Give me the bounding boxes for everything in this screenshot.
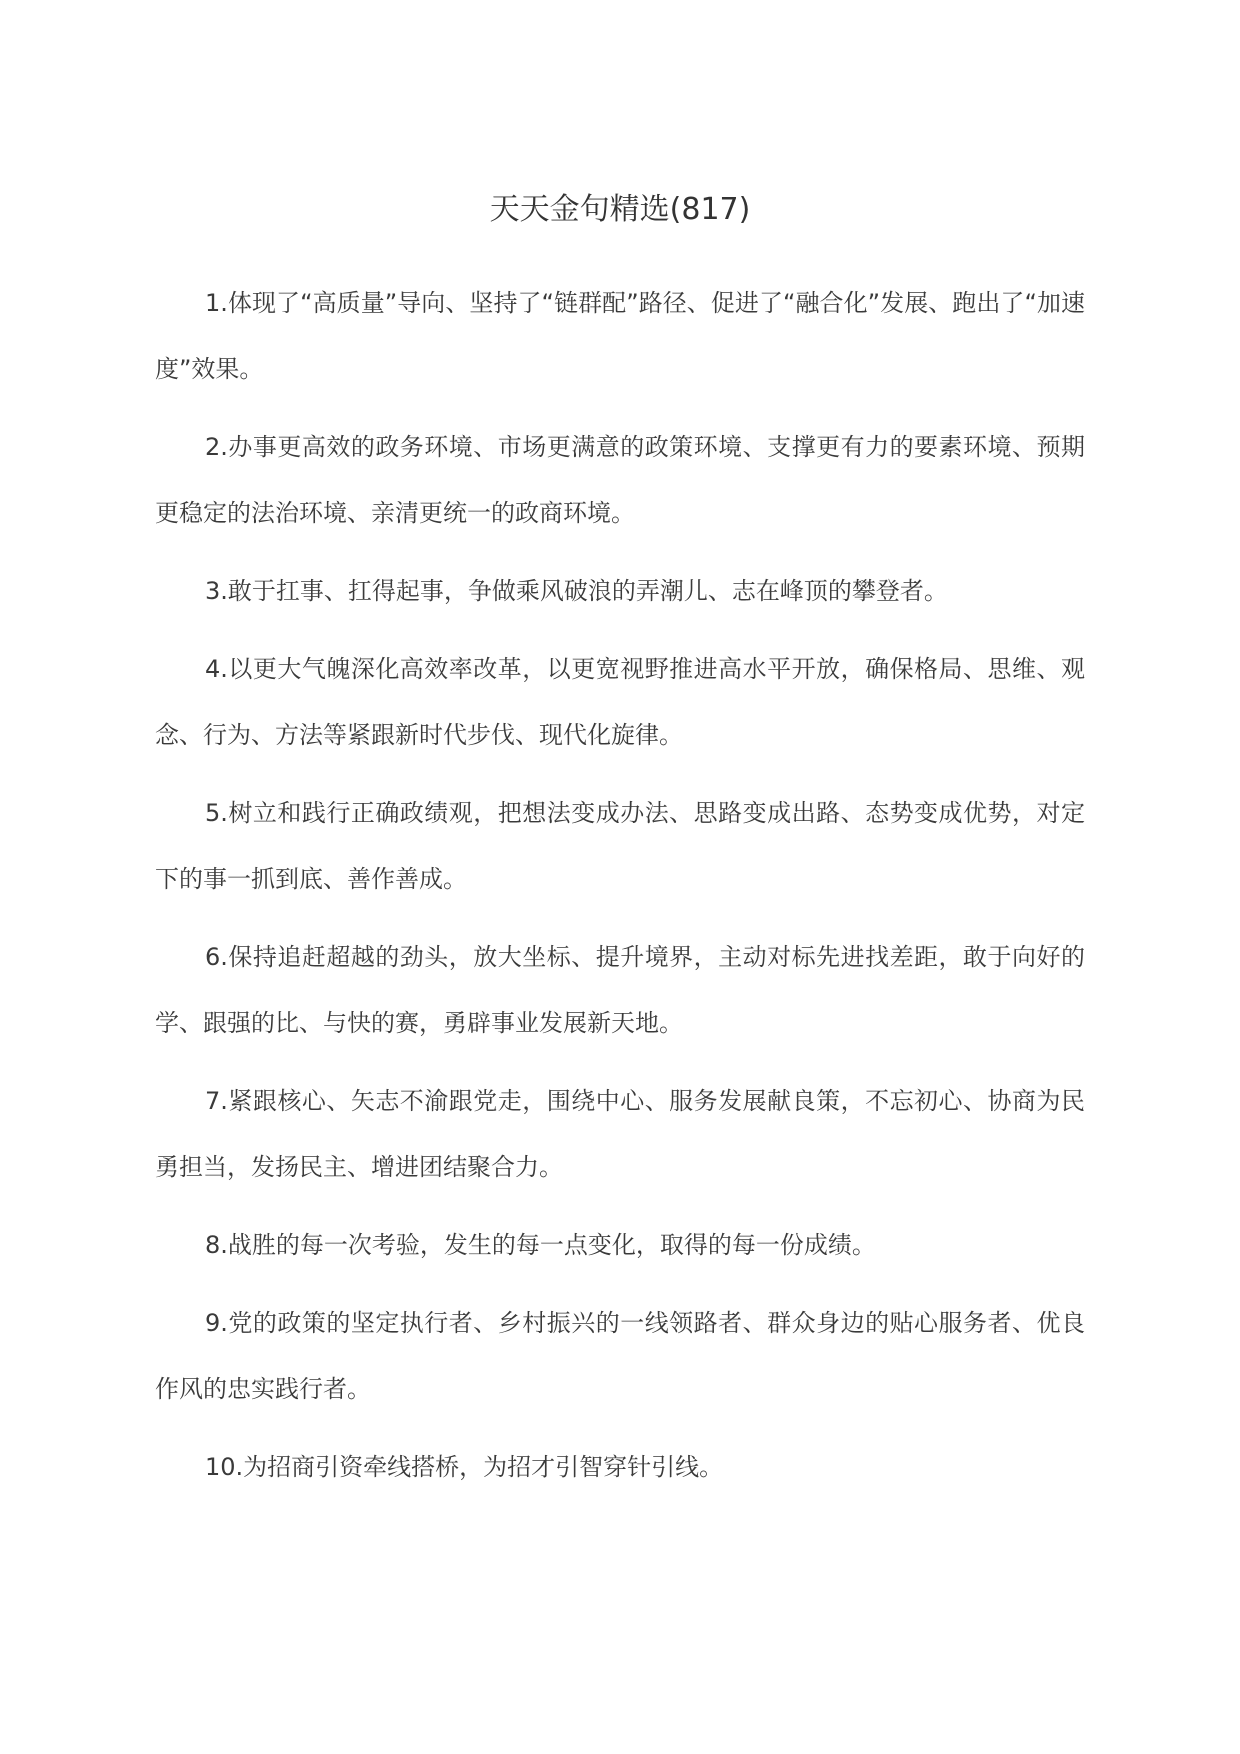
list-item: 8.战胜的每一次考验，发生的每一点变化，取得的每一份成绩。 [205, 1231, 876, 1259]
list-item: 10.为招商引资牵线搭桥，为招才引智穿针引线。 [205, 1453, 724, 1481]
list-item: 6.保持追赶超越的劲头，放大坐标、提升境界，主动对标先进找差距，敢于向好的学、跟强的比、与快的赛，勇辟事业发展新天地。 [155, 943, 1085, 1037]
list-item: 5.树立和践行正确政绩观，把想法变成办法、思路变成出路、态势变成优势，对定下的事一抓到底、善作善成。 [155, 799, 1085, 893]
list-item: 2.办事更高效的政务环境、市场更满意的政策环境、支撑更有力的要素环境、预期更稳定的法治环境、亲清更统一的政商环境。 [155, 433, 1085, 527]
list-item: 4.以更大气魄深化高效率改革，以更宽视野推进高水平开放，确保格局、思维、观念、行为、方法等紧跟新时代步伐、现代化旋律。 [155, 655, 1085, 749]
list-item: 9.党的政策的坚定执行者、乡村振兴的一线领路者、群众身边的贴心服务者、优良作风的忠实践行者。 [155, 1309, 1085, 1403]
list-item: 7.紧跟核心、矢志不渝跟党走，围绕中心、服务发展献良策，不忘初心、协商为民勇担当，发扬民主、增进团结聚合力。 [155, 1087, 1085, 1181]
list-item: 3.敢于扛事、扛得起事，争做乘风破浪的弄潮儿、志在峰顶的攀登者。 [205, 577, 948, 605]
list-item: 1.体现了“高质量”导向、坚持了“链群配”路径、促进了“融合化”发展、跑出了“加速度”效果。 [155, 289, 1085, 383]
document-body [155, 270, 1085, 1512]
document-title: 天天金句精选(817) [489, 192, 751, 227]
